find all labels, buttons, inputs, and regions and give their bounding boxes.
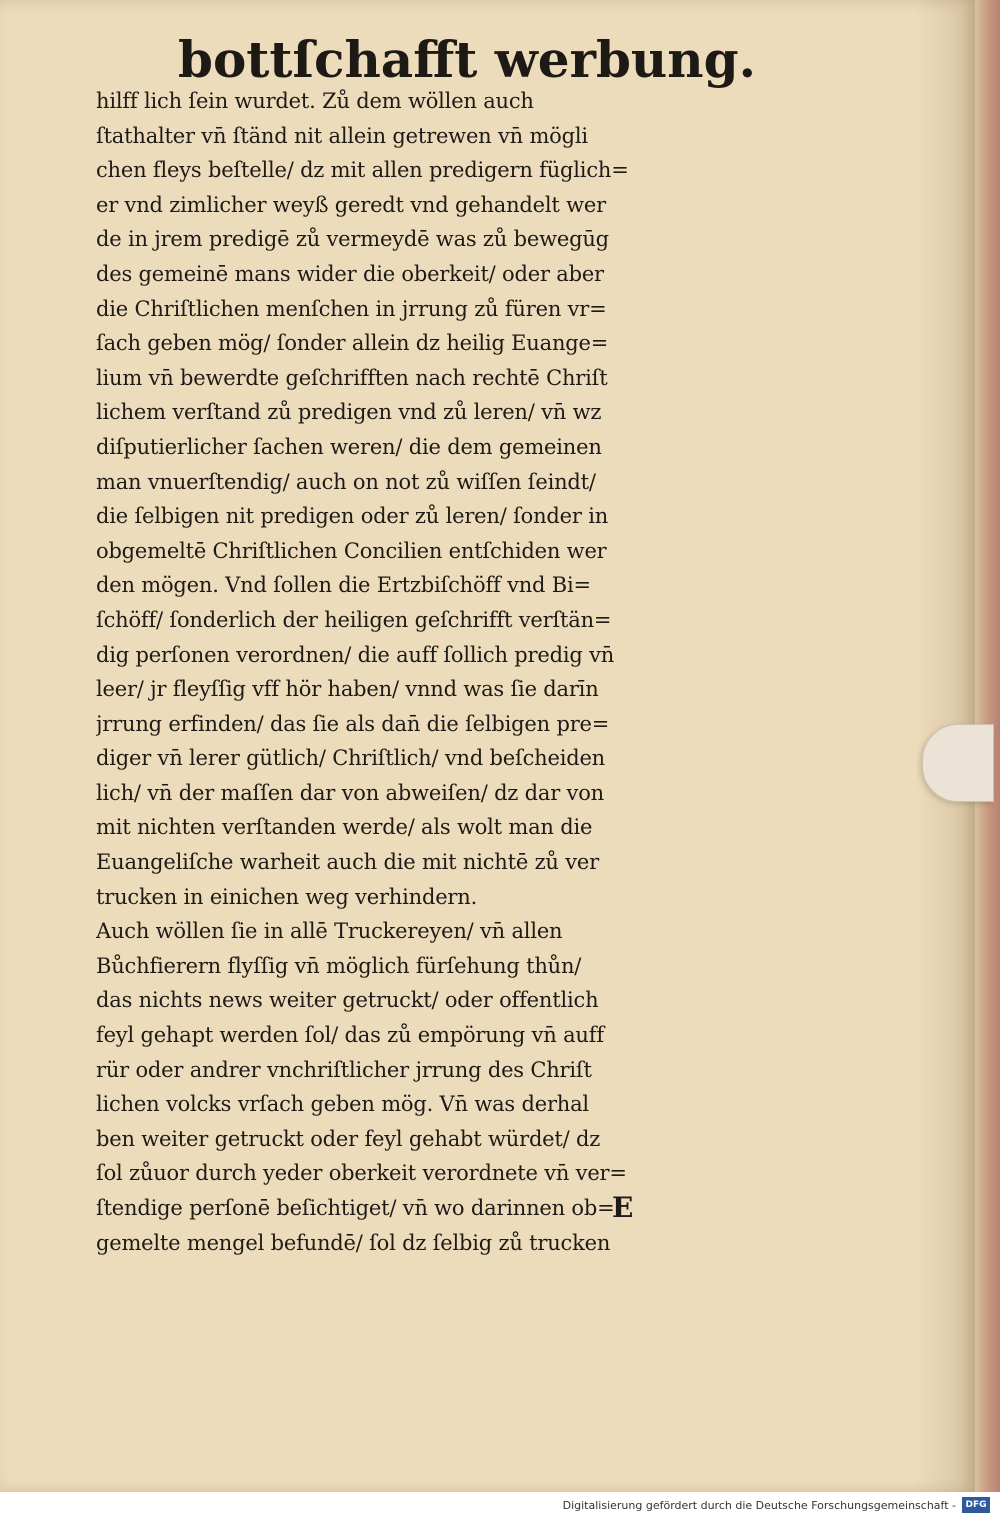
text-line: den mögen. Vnd ſollen die Ertzbiſchöff vnd Bi= [96, 573, 591, 598]
text-line: ſol zůuor durch yeder oberkeit verordnete vn̄ ver= [96, 1161, 627, 1186]
text-line: obgemeltē Chriſtlichen Concilien entſchiden wer [96, 538, 607, 563]
text-line: des gemeinē mans wider die oberkeit/ oder aber [96, 261, 604, 286]
text-line: diſputierlicher ſachen weren/ die dem gemeinen [96, 434, 602, 459]
text-line: dig perſonen verordnen/ die auff ſollich predig vn̄ [96, 642, 615, 667]
text-line: mit nichten verſtanden werde/ als wolt man die [96, 815, 593, 840]
text-line: ſtathalter vn̄ ſtänd nit allein getrewen vn̄ mögli [96, 123, 588, 148]
text-line: Bůchfierern flyſſig vn̄ möglich fürſehung thůn/ [96, 953, 582, 978]
text-line: man vnuerſtendig/ auch on not zů wiſſen ſeindt/ [96, 469, 596, 494]
text-line: chen fleys beſtelle/ dz mit allen predigern füglich= [96, 158, 629, 183]
footer-bar [0, 1492, 1000, 1519]
catchword: E [612, 1191, 634, 1224]
text-line: trucken in einichen weg verhindern. [96, 884, 478, 909]
text-line: die Chriſtlichen menſchen in jrrung zů füren vr= [96, 296, 607, 321]
text-line: Euangeliſche warheit auch die mit nichtē zů ver [96, 850, 599, 875]
text-line: feyl gehapt werden ſol/ das zů empörung vn̄ auff [96, 1023, 604, 1048]
text-line: lichen volcks vrſach geben mög. Vn̄ was derhal [96, 1092, 589, 1117]
text-line: hilff lich ſein wurdet. Zů dem wöllen auch [96, 89, 534, 113]
text-line: Auch wöllen ſie in allē Truckereyen/ vn̄ allen [96, 919, 563, 944]
text-line: leer/ jr fleyſſig vff hör haben/ vnnd was ſie darīn [96, 677, 599, 702]
text-line: ſchöff/ ſonderlich der heiligen geſchrifft verſtän= [96, 607, 612, 632]
text-line: er vnd zimlicher weyß geredt vnd gehandelt wer [96, 192, 606, 217]
text-line: ſtendige perſonē beſichtiget/ vn̄ wo darinnen ob= [96, 1196, 615, 1220]
text-line: die ſelbigen nit predigen oder zů leren/ ſonder in [96, 504, 609, 529]
funding-credit: Digitalisierung gefördert durch die Deutsche Forschungsgemeinschaft - [562, 1499, 956, 1512]
text-line: jrrung erfinden/ das ſie als dan̄ die ſelbigen pre= [96, 711, 610, 736]
text-line: diger vn̄ lerer gütlich/ Chriſtlich/ vnd beſcheiden [96, 746, 606, 771]
text-line: ſach geben mög/ ſonder allein dz heilig Euange= [96, 331, 609, 356]
text-line: lichem verſtand zů predigen vnd zů leren/ vn̄ wz [96, 400, 602, 425]
text-line: de in jrem predigē zů vermeydē was zů bewegūg [96, 227, 609, 252]
body-text [96, 84, 716, 1260]
page-heading: bottſchafft werbung. [178, 30, 756, 89]
text-line: rür oder andrer vnchriſtlicher jrrung des Chriſt [96, 1057, 592, 1082]
text-line: gemelte mengel befundē/ ſol dz ſelbig zů trucken [96, 1230, 611, 1255]
text-line: das nichts news weiter getruckt/ oder offentlich [96, 988, 599, 1013]
text-line: lium vn̄ bewerdte geſchrifften nach rechtē Chriſt [96, 365, 608, 390]
text-line: ben weiter getruckt oder feyl gehabt würdet/ dz [96, 1126, 601, 1151]
page-tab-marker [922, 724, 994, 802]
text-line: lich/ vn̄ der maſſen dar von abweiſen/ dz dar von [96, 780, 604, 805]
dfg-logo-icon: DFG [962, 1497, 990, 1513]
